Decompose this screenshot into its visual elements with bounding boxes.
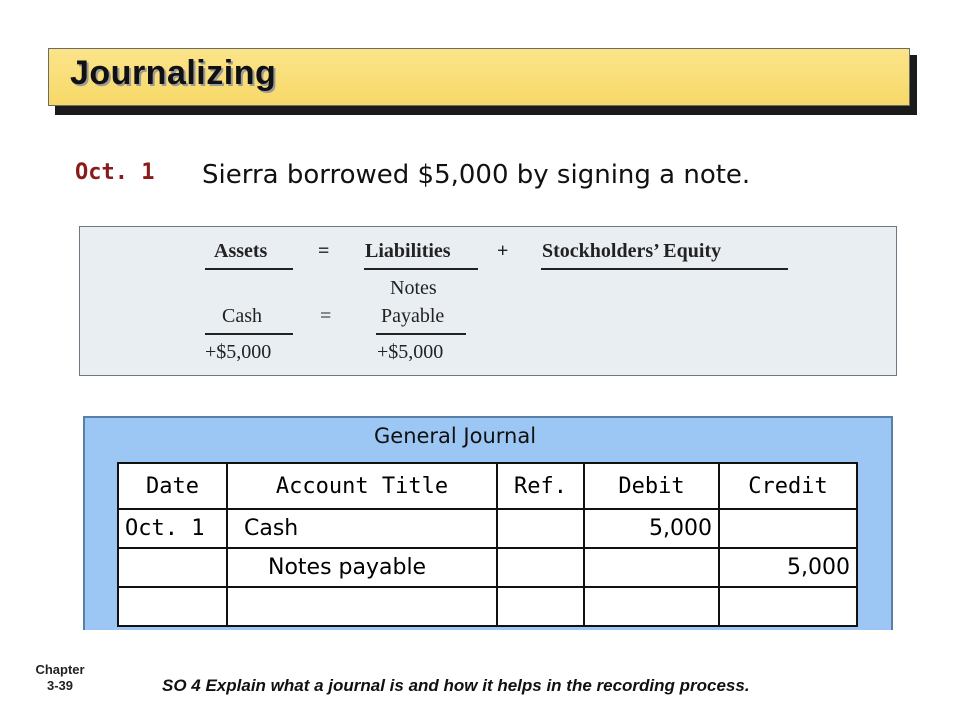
header-debit: Debit	[584, 463, 719, 509]
row-date	[118, 587, 227, 626]
row-date: Oct. 1	[118, 509, 227, 548]
asset-account-underline	[205, 333, 293, 335]
header-ref: Ref.	[497, 463, 584, 509]
liability-change: +$5,000	[377, 341, 444, 363]
journal-header-row	[118, 463, 857, 509]
liability-account-line2: Payable	[381, 305, 445, 327]
journal-title: General Journal	[374, 424, 537, 448]
equity-header: Stockholders’ Equity	[542, 240, 722, 262]
row-credit	[719, 587, 857, 626]
row-debit: 5,000	[584, 509, 719, 548]
header-credit: Credit	[719, 463, 857, 509]
chapter-label	[30, 662, 90, 694]
row-date	[118, 548, 227, 587]
liabilities-header: Liabilities	[365, 240, 451, 262]
equals-sign: =	[318, 240, 330, 262]
plus-sign: +	[497, 240, 509, 262]
chapter-word: Chapter	[35, 662, 85, 677]
row-account	[227, 587, 497, 626]
table-row	[118, 548, 857, 587]
page-title: Journalizing	[70, 54, 277, 92]
liabilities-underline	[364, 268, 478, 270]
study-objective: SO 4 Explain what a journal is and how it helps in the recording process.	[162, 676, 750, 695]
header-account-title: Account Title	[227, 463, 497, 509]
row-debit	[584, 548, 719, 587]
header-date: Date	[118, 463, 227, 509]
liability-account-underline	[376, 333, 466, 335]
accounting-equation-panel	[79, 226, 897, 376]
row-account: Cash	[227, 509, 497, 548]
row-ref	[497, 587, 584, 626]
transaction-description: Sierra borrowed $5,000 by signing a note.	[202, 160, 751, 190]
asset-account: Cash	[222, 305, 262, 327]
row-debit	[584, 587, 719, 626]
table-row	[118, 509, 857, 548]
table-row	[118, 587, 857, 626]
row-account: Notes payable	[227, 548, 497, 587]
journal-table	[117, 462, 858, 627]
row-credit	[719, 509, 857, 548]
assets-underline	[205, 268, 293, 270]
transaction-date: Oct. 1	[75, 160, 155, 185]
asset-change: +$5,000	[205, 341, 272, 363]
assets-header: Assets	[214, 240, 268, 262]
row-ref	[497, 548, 584, 587]
equity-underline	[541, 268, 788, 270]
page-number: 3-39	[46, 678, 74, 693]
liability-account-line1: Notes	[390, 277, 437, 299]
equals-sign-2: =	[320, 305, 332, 327]
row-credit: 5,000	[719, 548, 857, 587]
row-ref	[497, 509, 584, 548]
